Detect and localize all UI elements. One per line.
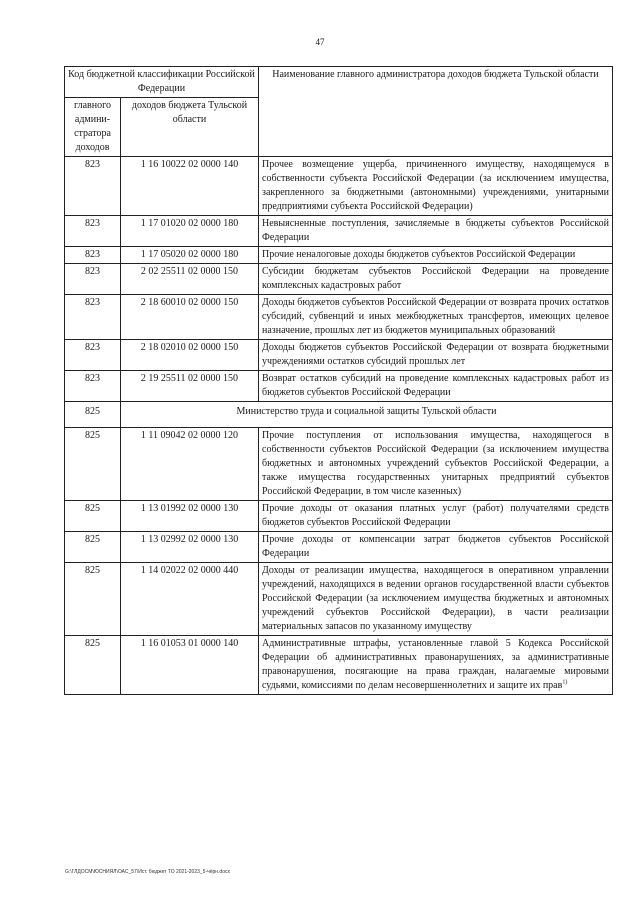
income-name-text: Административные штрафы, установленные главой 5 Кодекса Российской Федерации об административных правонарушениях, за административные правонарушения, посягающие на права граждан, налагаемые мировыми судьями, комиссиями по делам несовершеннолетних и защите их прав [262,638,609,691]
table-row [65,216,613,247]
income-name-cell: Прочее возмещение ущерба, причиненного имуществу, находящемуся в собственности субъекта Российской Федерации (за исключением имущества, закрепленного за бюджетными (автономными) учреждениями, унитарными предприятиями субъекта Российской Федерации) [259,157,613,216]
table-row [65,247,613,264]
income-code-cell: 1 13 01992 02 0000 130 [121,501,259,532]
admin-code-cell: 825 [65,402,121,428]
income-name-cell: Невыясненные поступления, зачисляемые в бюджеты субъектов Российской Федерации [259,216,613,247]
income-name-cell: Доходы бюджетов субъектов Российской Федерации от возврата прочих остатков субсидий, субвенций и иных межбюджетных трансфертов, имеющих целевое назначение, прошлых лет из бюджетов муниципальных образований [259,295,613,340]
admin-code-cell: 825 [65,636,121,695]
income-name-cell: Прочие неналоговые доходы бюджетов субъектов Российской Федерации [259,247,613,264]
admin-code-cell: 825 [65,428,121,501]
table-row [65,157,613,216]
income-code-cell: 1 11 09042 02 0000 120 [121,428,259,501]
income-code-cell: 1 16 01053 01 0000 140 [121,636,259,695]
table-row [65,371,613,402]
admin-code-cell: 823 [65,157,121,216]
income-name-cell: Субсидии бюджетам субъектов Российской Федерации на проведение комплексных кадастровых работ [259,264,613,295]
income-code-cell: 1 16 10022 02 0000 140 [121,157,259,216]
ministry-name-cell: Министерство труда и социальной защиты Тульской области [121,402,613,428]
income-code-cell: 1 17 01020 02 0000 180 [121,216,259,247]
table-row [65,264,613,295]
admin-code-cell: 823 [65,216,121,247]
admin-code-cell: 823 [65,264,121,295]
table-row [65,532,613,563]
income-column-header: доходов бюджета Тульской области [121,98,259,157]
footnote-marker: 1) [562,679,568,686]
file-path-footer: G:\ГЛДОСМ\ЮСНИЯЛ\ОАС_57\Ист. бюджет ТО 2021-2023_5-чёрн.docx [65,869,230,875]
income-code-cell: 2 18 02010 02 0000 150 [121,340,259,371]
table-row [65,501,613,532]
page-number: 47 [315,37,325,47]
admin-code-cell: 825 [65,563,121,636]
header-row-top [65,67,613,98]
income-code-cell: 2 18 60010 02 0000 150 [121,295,259,340]
name-column-header: Наименование главного администратора доходов бюджета Тульской области [259,67,613,157]
income-code-cell: 1 17 05020 02 0000 180 [121,247,259,264]
ministry-row [65,402,613,428]
admin-code-cell: 825 [65,532,121,563]
admin-code-cell: 823 [65,371,121,402]
admin-code-cell: 825 [65,501,121,532]
income-code-cell: 1 14 02022 02 0000 440 [121,563,259,636]
income-name-cell: Доходы от реализации имущества, находящегося в оперативном управлении учреждений, находящихся в ведении органов государственной власти субъектов Российской Федерации (за исключением имущества бюджетных и автономных учреждений субъектов Российской Федерации), в части реализации материальных запасов по указанному имуществу [259,563,613,636]
table-row [65,340,613,371]
admin-code-cell: 823 [65,340,121,371]
table-row [65,295,613,340]
income-name-cell: Возврат остатков субсидий на проведение комплексных кадастровых работ из бюджетов субъектов Российской Федерации [259,371,613,402]
income-name-cell: Прочие доходы от оказания платных услуг (работ) получателями средств бюджетов субъектов Российской Федерации [259,501,613,532]
admin-column-header: главного админи-стратора доходов [65,98,121,157]
income-code-cell: 1 13 02992 02 0000 130 [121,532,259,563]
table-row [65,636,613,695]
income-name-cell: Прочие поступления от использования имущества, находящегося в собственности субъектов Российской Федерации (за исключением имущества бюджетных и автономных учреждений субъектов Российской Федерации, а также имущества государственных унитарных предприятий субъектов Российской Федерации, в том числе казенных) [259,428,613,501]
income-code-cell: 2 02 25511 02 0000 150 [121,264,259,295]
income-name-cell [259,636,613,695]
income-name-cell: Доходы бюджетов субъектов Российской Федерации от возврата бюджетными учреждениями остатков субсидий прошлых лет [259,340,613,371]
budget-revenue-table [64,66,613,695]
table-row [65,563,613,636]
code-group-header: Код бюджетной классификации Российской Федерации [65,67,259,98]
income-name-cell: Прочие доходы от компенсации затрат бюджетов субъектов Российской Федерации [259,532,613,563]
income-code-cell: 2 19 25511 02 0000 150 [121,371,259,402]
table-row [65,428,613,501]
admin-code-cell: 823 [65,295,121,340]
admin-code-cell: 823 [65,247,121,264]
